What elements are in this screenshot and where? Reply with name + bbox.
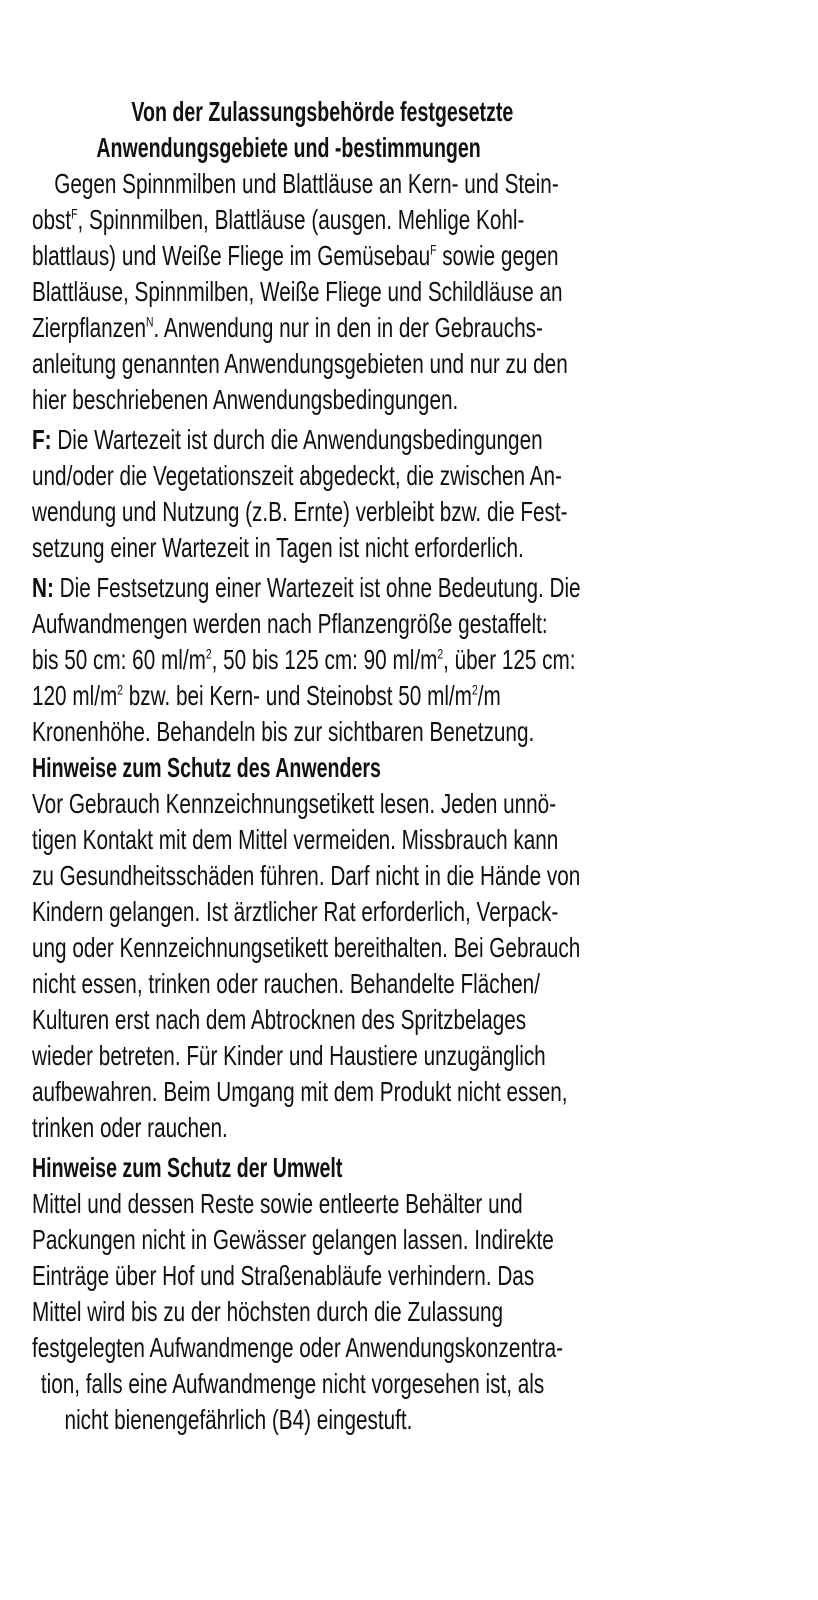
- environment-protection-line: nicht bienengefährlich (B4) eingestuft.: [64, 1404, 413, 1435]
- intro-line: blattlaus) und Weiße Fliege im Gemüsebau$^F$ sowie gegen: [32, 240, 559, 271]
- intro-line: anleitung genannten Anwendungsgebieten und nur zu den: [32, 348, 568, 379]
- intro-line: Gegen Spinnmilben und Blattläuse an Kern- und Stein-: [54, 168, 559, 199]
- intro-line: Blattläuse, Spinnmilben, Weiße Fliege und Schildläuse an: [32, 276, 563, 307]
- environment-protection-section: [32, 1150, 706, 1438]
- note-n-paragraph: [32, 570, 706, 750]
- environment-protection-line: Packungen nicht in Gewässer gelangen lassen. Indirekte: [32, 1224, 554, 1255]
- environment-protection-line: Mittel und dessen Reste sowie entleerte Behälter und: [32, 1188, 523, 1219]
- user-protection-line: wieder betreten. Für Kinder und Haustiere unzugänglich: [32, 1040, 546, 1071]
- title-line-1: Von der Zulassungsbehörde festgesetzte: [131, 96, 514, 127]
- environment-protection-line: tion, falls eine Aufwandmenge nicht vorgesehen ist, als: [40, 1368, 545, 1399]
- note-f-label: F:: [32, 424, 52, 455]
- user-protection-line: nicht essen, trinken oder rauchen. Behandelte Flächen/: [32, 968, 540, 999]
- user-protection-line: Kulturen erst nach dem Abtrocknen des Spritzbelages: [32, 1004, 527, 1035]
- user-protection-line: trinken oder rauchen.: [32, 1112, 228, 1143]
- user-protection-line: tigen Kontakt mit dem Mittel vermeiden. Missbrauch kann: [32, 824, 559, 855]
- user-protection-heading: Hinweise zum Schutz des Anwenders: [32, 752, 381, 783]
- intro-line: Zierpflanzen$^N$. Anwendung nur in den in der Gebrauchs-: [32, 312, 543, 343]
- note-n-label: N:: [32, 572, 54, 603]
- note-f-line: wendung und Nutzung (z.B. Ernte) verbleibt bzw. die Fest-: [32, 496, 568, 527]
- intro-paragraph: [32, 166, 706, 418]
- note-n-line: bis 50 cm: 60 $ml/m^2$, 50 bis 125 cm: 90 $ml/m^2$, über 125 cm:: [32, 644, 576, 675]
- title-line-2: Anwendungsgebiete und -bestimmungen: [96, 132, 481, 163]
- environment-protection-line: festgelegten Aufwandmenge oder Anwendungskonzentra-: [32, 1332, 564, 1363]
- note-f-line: setzung einer Wartezeit in Tagen ist nicht erforderlich.: [32, 532, 524, 563]
- document-title: [32, 94, 706, 166]
- user-protection-line: aufbewahren. Beim Umgang mit dem Produkt nicht essen,: [32, 1076, 568, 1107]
- user-protection-line: zu Gesundheitsschäden führen. Darf nicht in die Hände von: [32, 860, 581, 891]
- user-protection-line: Vor Gebrauch Kennzeichnungsetikett lesen. Jeden unnö-: [32, 788, 557, 819]
- user-protection-line: Kindern gelangen. Ist ärztlicher Rat erforderlich, Verpack-: [32, 896, 559, 927]
- environment-protection-heading: Hinweise zum Schutz der Umwelt: [32, 1152, 343, 1183]
- note-f-paragraph: [32, 422, 706, 566]
- note-n-line: Kronenhöhe. Behandeln bis zur sichtbaren Benetzung.: [32, 716, 535, 747]
- intro-line: hier beschriebenen Anwendungsbedingungen.: [32, 384, 459, 415]
- environment-protection-line: Mittel wird bis zu der höchsten durch die Zulassung: [32, 1296, 504, 1327]
- note-n-line: Aufwandmengen werden nach Pflanzengröße gestaffelt:: [32, 608, 548, 639]
- environment-protection-line: Einträge über Hof und Straßenabläufe verhindern. Das: [32, 1260, 535, 1291]
- note-n-line: 120 $ml/m^2$ bzw. bei Kern- und Steinobst 50 $ml/m^2/m$: [32, 680, 501, 711]
- note-n-line: N: Die Festsetzung einer Wartezeit ist ohne Bedeutung. Die: [32, 572, 581, 603]
- intro-line: obst$^F$, Spinnmilben, Blattläuse (ausgen. Mehlige Kohl-: [32, 204, 525, 235]
- user-protection-line: ung oder Kennzeichnungsetikett bereithalten. Bei Gebrauch: [32, 932, 581, 963]
- note-f-line: F: Die Wartezeit ist durch die Anwendungsbedingungen: [32, 424, 543, 455]
- note-f-line: und/oder die Vegetationszeit abgedeckt, die zwischen An-: [32, 460, 562, 491]
- user-protection-section: [32, 750, 706, 1146]
